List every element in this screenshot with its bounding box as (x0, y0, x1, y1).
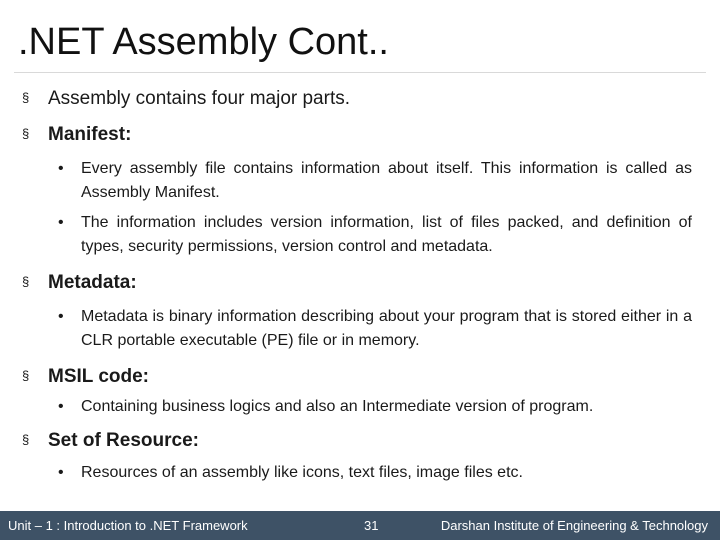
sub-bullet-manifest-1 (58, 157, 692, 205)
section-heading-metadata (22, 270, 137, 295)
footer-institute-name: Darshan Institute of Engineering & Technology (440, 518, 708, 533)
slide-footer (0, 511, 720, 540)
square-bullet-icon: § (22, 432, 30, 447)
section-heading-text: MSIL code: (48, 366, 149, 387)
dot-bullet-icon: • (58, 214, 64, 231)
square-bullet-icon: § (22, 90, 30, 105)
slide-title: .NET Assembly Cont.. (18, 21, 389, 63)
sub-bullet-text: Containing business logics and also an Intermediate version of program. (81, 398, 594, 415)
sub-bullet-text: Every assembly file contains information about itself. This information is called as Assembly Manifest. (81, 160, 692, 201)
square-bullet-icon: § (22, 126, 30, 141)
dot-bullet-icon: • (58, 398, 64, 415)
section-heading-manifest (22, 122, 131, 147)
section-heading-text: Metadata: (48, 272, 137, 293)
section-heading-msil (22, 364, 149, 389)
sub-bullet-msil-1 (58, 395, 692, 419)
sub-bullet-manifest-2 (58, 211, 692, 259)
dot-bullet-icon: • (58, 308, 64, 325)
bullet-intro-text: Assembly contains four major parts. (48, 88, 351, 109)
footer-unit-label: Unit – 1 : Introduction to .NET Framework (8, 518, 248, 533)
footer-page-number: 31 (364, 518, 379, 533)
square-bullet-icon: § (22, 274, 30, 289)
sub-bullet-text: Metadata is binary information describing about your program that is stored either in a CLR portable executable (PE) file or in memory. (81, 308, 692, 349)
dot-bullet-icon: • (58, 160, 64, 177)
dot-bullet-icon: • (58, 464, 64, 481)
sub-bullet-resources-1 (58, 461, 692, 485)
section-heading-text: Manifest: (48, 124, 132, 145)
sub-bullet-text: Resources of an assembly like icons, text files, image files etc. (81, 464, 523, 481)
square-bullet-icon: § (22, 368, 30, 383)
sub-bullet-text: The information includes version information, list of files packed, and definition of types, security permissions, version control and metadata. (81, 214, 692, 255)
section-heading-resources (22, 428, 199, 453)
bullet-intro (22, 86, 350, 111)
sub-bullet-metadata-1 (58, 305, 692, 353)
section-heading-text: Set of Resource: (48, 430, 199, 451)
